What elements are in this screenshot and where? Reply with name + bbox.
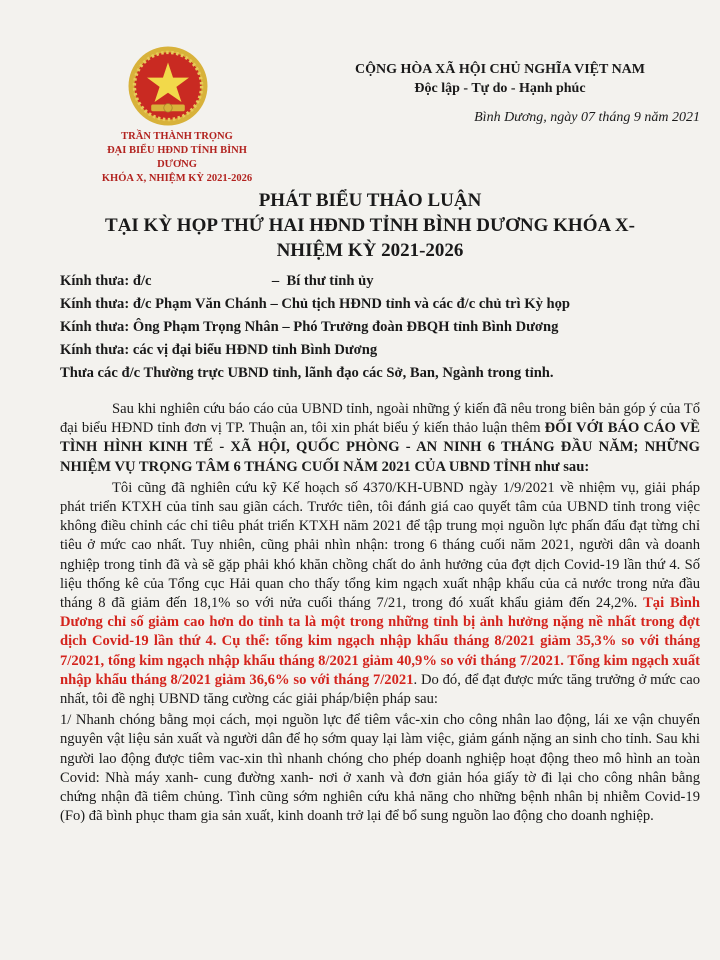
salutation-text: đ/c Phạm Văn Chánh – Chủ tịch HĐND tỉnh và các đ/c chủ trì Kỳ họp [132,296,571,312]
salutation-line [60,270,700,293]
salutation-text: đ/c – Bí thư tỉnh ủy [132,273,374,289]
sender-block [92,130,262,186]
salutation-label: Kính thưa: [60,342,130,358]
title-line-3: NHIỆM KỲ 2021-2026 [276,240,464,261]
paragraph-1 [60,400,700,477]
title-line-2: TẠI KỲ HỌP THỨ HAI HĐND TỈNH BÌNH DƯƠNG KHÓA X- [105,215,635,236]
salutation-line [60,293,700,316]
sender-name: TRẦN THÀNH TRỌNG [121,131,233,142]
paragraph-text: Sau khi nghiên cứu báo cáo của UBND tỉnh, ngoài những ý kiến đã nêu trong biên bản góp ý của Tổ đại biểu HĐND tỉnh đơn vị TP. Thuận an, tôi xin phát biểu ý kiến thảo luận thêm [60,401,700,437]
paragraph-emphasis: ĐỐI VỚI BÁO CÁO VỀ TÌNH HÌNH KINH TẾ - XÃ HỘI, QUỐC PHÒNG - AN NINH 6 THÁNG ĐẦU NĂM; NHỮNG NHIỆM VỤ TRỌNG TÂM 6 THÁNG CUỐI NĂM 2021 CỦA UBND TỈNH [60,420,700,475]
republic-title: CỘNG HÒA XÃ HỘI CHỦ NGHĨA VIỆT NAM [354,62,645,77]
sender-term: KHÓA X, NHIỆM KỲ 2021-2026 [101,173,253,184]
paragraph-2 [60,479,700,709]
paragraph-text-tail: như sau: [530,458,590,475]
highlighted-statistics: Tại Bình Dương chỉ số giảm cao hơn do tỉnh ta là một trong những tỉnh bị ảnh hưởng nặng nề nhất trong đợt dịch Covid-19 lần thứ 4. Cụ thể: tổng kim ngạch nhập khẩu tháng 8/2021 giảm 35,3% so với tháng 7/2021, tổng kim ngạch nhập khẩu tháng 8/2021 giảm 40,9% so với tháng 7/2021. Tổng kim ngạch xuất nhập khẩu tháng 8/2021 giảm 36,6% so với tháng 7/2021 [60,595,700,688]
salutation-line [60,316,700,339]
paragraph-text: 1/ Nhanh chóng bằng mọi cách, mọi nguồn lực để tiêm vắc-xin cho công nhân lao động, lái xe vận chuyển nguyên vật liệu sản xuất và người dân để họ sớm quay lại làm việc, giảm gánh nặng an sinh cho tỉnh. Sau khi người lao động được tiêm vac-xin thì nhanh chóng cho phép doanh nghiệp hoạt động theo mô hình an toàn Covid: Nhà máy xanh- cung đường xanh- nơi ở xanh và đơn giản hóa giấy tờ đi lại cho công nhân bằng chứng nhận đã tiêm chủng. Tình cũng sớm nghiên cứu khả năng cho những bệnh nhân bị nhiễm Covid-19 (Fo) đã bình phục tham gia sản xuất, kinh doanh trở lại để bổ sung nguồn lao động cho doanh nghiệp. [60,712,700,825]
document-date: Bình Dương, ngày 07 tháng 9 năm 2021 [474,110,700,125]
paragraph-text-tail: . Do đó, để đạt được mức tăng trưởng ở mức cao nhất, tôi đề nghị UBND tăng cường các giải pháp/biện pháp sau: [60,671,700,708]
title-line-1: PHÁT BIỂU THẢO LUẬN [258,190,482,211]
national-header [300,60,700,98]
document-body [60,400,700,828]
salutations [60,270,700,385]
salutation-label: Kính thưa: [60,319,130,335]
salutation-line [60,362,700,385]
paragraph-text: Tôi cũng đã nghiên cứu kỹ Kế hoạch số 4370/KH-UBND ngày 1/9/2021 về nhiệm vụ, giải pháp phát triển KTXH của tỉnh sau giãn cách. Trước tiên, tôi đánh giá cao quyết tâm của UBND tỉnh trong việc không điều chỉnh các chỉ tiêu phát triển KTXH năm 2021 để tập trung mọi nguồn lực phấn đấu đạt từng chỉ tiêu ở mức cao nhất. Tuy nhiên, cũng phải nhìn nhận: trong 6 tháng cuối năm 2021, người dân và doanh nghiệp trong tỉnh đã và sẽ gặp phải khó khăn chồng chất do ảnh hưởng của đợt dịch Covid-19 lần thứ 4. Số liệu thống kê của Tổng cục Hải quan cho thấy tổng kim ngạch xuất nhập khẩu của cả nước trong nửa đầu tháng 8 đã giảm đến 18,1% so với nửa cuối tháng 7/21, trong đó xuất khẩu giảm đến 24,2%. [60,479,700,612]
sender-role: ĐẠI BIỂU HĐND TỈNH BÌNH DƯƠNG [107,145,247,170]
paragraph-3 [60,711,700,826]
document-title [40,188,700,263]
national-emblem-icon [126,44,210,128]
salutation-label: Kính thưa: [60,273,130,289]
motto: Độc lập - Tự do - Hạnh phúc [414,81,586,96]
salutation-text: Thưa các đ/c Thường trực UBND tỉnh, lãnh đạo các Sở, Ban, Ngành trong tỉnh. [60,365,554,381]
salutation-line [60,339,700,362]
salutation-label: Kính thưa: [60,296,130,312]
salutation-text: các vị đại biểu HĐND tỉnh Bình Dương [132,342,378,358]
salutation-text: Ông Phạm Trọng Nhân – Phó Trưởng đoàn ĐBQH tỉnh Bình Dương [132,319,559,335]
